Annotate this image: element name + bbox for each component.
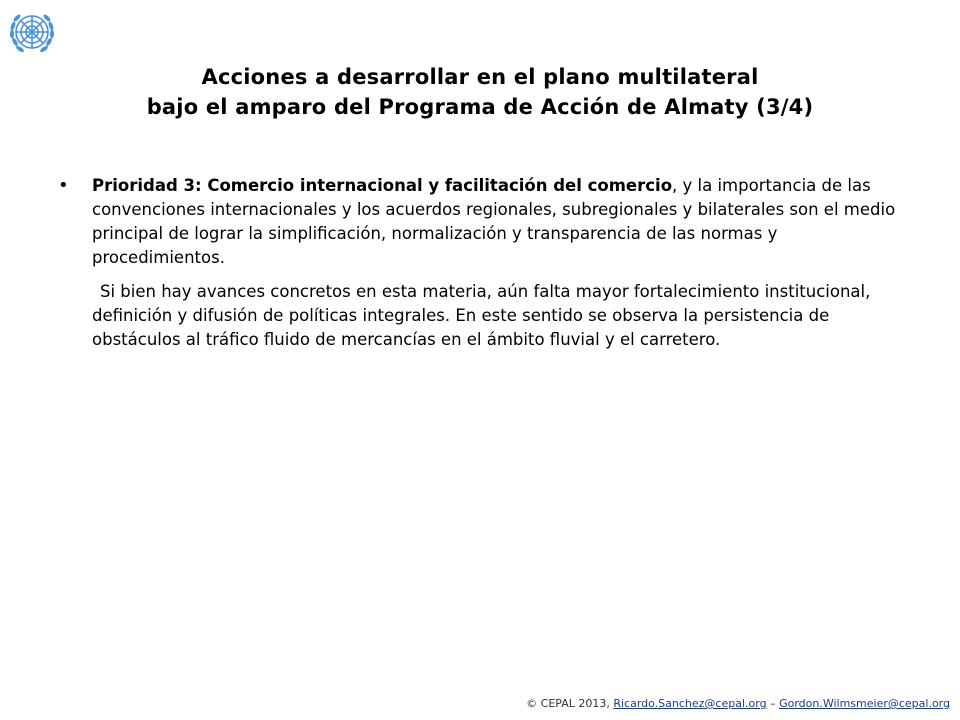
footer-email-link-sanchez[interactable]: Ricardo.Sanchez@cepal.org: [613, 697, 767, 710]
slide-title-line-1: Acciones a desarrollar en el plano multilateral: [201, 65, 759, 89]
footer: [526, 697, 950, 711]
footer-separator: –: [766, 697, 780, 710]
second-paragraph: Si bien hay avances concretos en esta materia, aún falta mayor fortalecimiento institucional, definición y difusión de políticas integrales. En este sentido se observa la persistencia de obstáculos al tráfico fluido de mercancías en el ámbito fluvial y el carretero.: [92, 282, 871, 349]
slide-title-line-2: bajo el amparo del Programa de Acción de Almaty (3/4): [146, 95, 814, 119]
slide-title: [40, 62, 920, 122]
un-emblem-icon: [6, 6, 58, 58]
bullet-marker: •: [58, 175, 69, 196]
bullet-text: [92, 174, 908, 270]
bullet-item: [58, 174, 908, 270]
footer-copyright: © CEPAL 2013,: [526, 697, 614, 710]
bullet-rest-text: , y la importancia de las convenciones internacionales y los acuerdos regionales, subregionales y bilaterales son el medio principal de lograr la simplificación, normalización y transparencia de las normas y procedimientos.: [92, 176, 896, 267]
footer-email-link-wilmsmeier[interactable]: Gordon.Wilmsmeier@cepal.org: [779, 697, 950, 710]
bullet-bold-lead: Prioridad 3: Comercio internacional y facilitación del comercio: [92, 176, 673, 195]
slide-content: [58, 174, 908, 352]
